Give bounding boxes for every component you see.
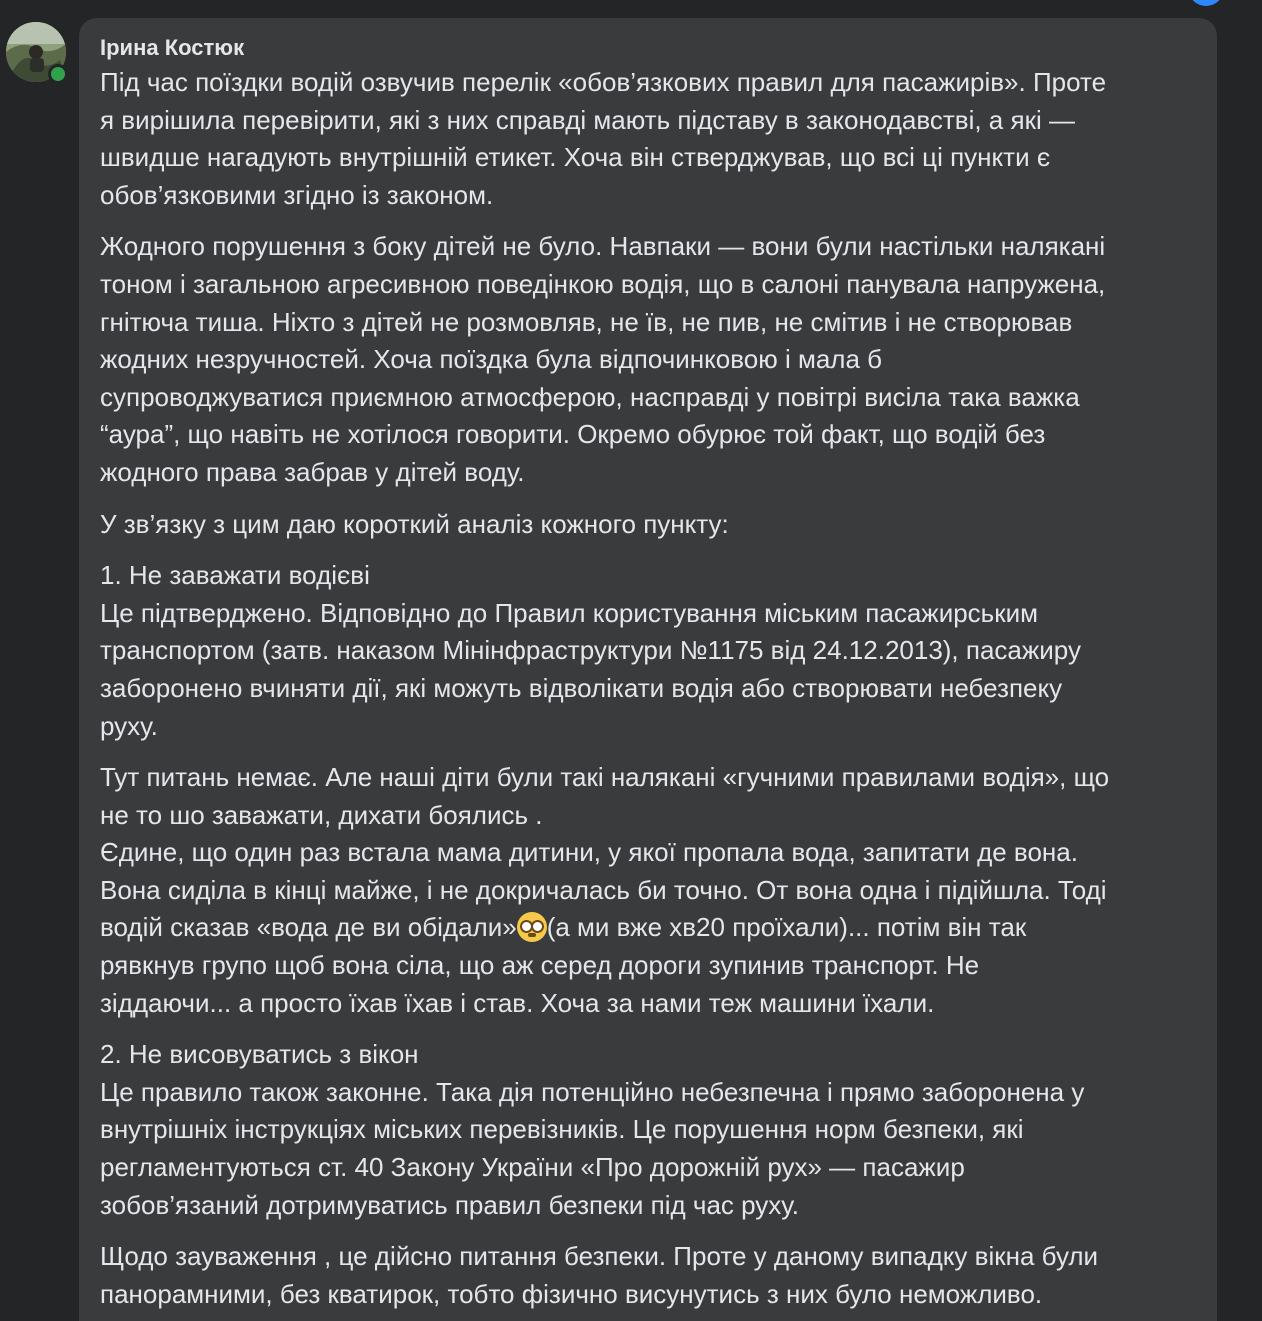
paragraph-5 bbox=[100, 759, 1200, 1022]
text-line: 2. Не висовуватись з вікон bbox=[100, 1039, 419, 1070]
text-line: У зв’язку з цим даю короткий аналіз кожного пункту: bbox=[100, 508, 729, 539]
text-line: жодного права забрав у дітей воду. bbox=[100, 456, 525, 487]
text-line: зобов’язаний дотримуватись правил безпеки під час руху. bbox=[100, 1189, 799, 1220]
text-segment: водій сказав «вода де ви обідали» bbox=[100, 912, 517, 943]
text-line: Це правило також законне. Така дія потенційно небезпечна і прямо заборонена у bbox=[100, 1076, 1085, 1107]
text-line: регламентуються ст. 40 Закону України «Про дорожній рух» — пасажир bbox=[100, 1152, 965, 1183]
text-line: швидше нагадують внутрішній етикет. Хоча він стверджував, що всі ці пункти є bbox=[100, 142, 1051, 173]
paragraph-3 bbox=[100, 506, 1200, 544]
text-line: Під час поїздки водій озвучив перелік «обов’язкових правил для пасажирів». Проте bbox=[100, 67, 1107, 97]
text-line: “аура”, що навіть не хотілося говорити. Окремо обурює той факт, що водій без bbox=[100, 419, 1046, 450]
text-line: транспортом (затв. наказом Мінінфраструктури №1175 від 24.12.2013), пасажиру bbox=[100, 635, 1081, 666]
paragraph-4 bbox=[100, 557, 1200, 745]
flushed-face-emoji-icon bbox=[517, 912, 547, 942]
comment-body bbox=[100, 64, 1200, 1321]
text-line: Це підтверджено. Відповідно до Правил користування міським пасажирським bbox=[100, 597, 1039, 628]
text-line: тоном і загальною агресивною поведінкою водія, що в салоні панувала напружена, bbox=[100, 268, 1106, 299]
text-line: 1. Не заважати водієві bbox=[100, 560, 370, 591]
text-segment: (а ми вже хв20 проїхали)... потім він так bbox=[546, 912, 1027, 943]
text-line: зіддаючи... а просто їхав їхав і став. Хоча за нами теж машини їхали. bbox=[100, 987, 935, 1018]
text-line: внутрішніх інструкціях міських перевізників. Це порушення норм безпеки, які bbox=[100, 1114, 1024, 1145]
text-line: жодних незручностей. Хоча поїздка була відпочинковою і мала б bbox=[100, 344, 883, 375]
text-line: обов’язковими згідно із законом. bbox=[100, 179, 494, 210]
text-line: Жодного порушення з боку дітей не було. Навпаки — вони були настільки налякані bbox=[100, 231, 1106, 262]
paragraph-7 bbox=[100, 1238, 1200, 1313]
text-line-with-emoji bbox=[100, 909, 1200, 947]
text-line: Єдине, що один раз встала мама дитини, у якої пропала вода, запитати де вона. bbox=[100, 837, 1078, 868]
text-line: Тут питань немає. Але наші діти були такі налякані «гучними правилами водія», що bbox=[100, 762, 1110, 793]
text-line: супроводжуватися приємною атмосферою, насправді у повітрі висіла така важка bbox=[100, 381, 1080, 412]
text-line: панорамними, без кватирок, тобто фізично висунутись з них було неможливо. bbox=[100, 1278, 1043, 1309]
paragraph-2 bbox=[100, 228, 1200, 491]
paragraph-1 bbox=[100, 64, 1200, 214]
comment-author[interactable]: Ірина Костюк bbox=[100, 35, 245, 60]
text-line: Щодо зауваження , це дійсно питання безпеки. Проте у даному випадку вікна були bbox=[100, 1241, 1099, 1272]
text-line: руху. bbox=[100, 710, 158, 741]
text-line: я вирішила перевірити, які з них справді мають підставу в законодавстві, а які — bbox=[100, 104, 1075, 135]
text-line: Вона сиділа в кінці майже, і не докричалась би точно. От вона одна і підійшла. Тоді bbox=[100, 874, 1107, 905]
paragraph-6 bbox=[100, 1036, 1200, 1224]
text-line: гнітюча тиша. Ніхто з дітей не розмовляв, не їв, не пив, не смітив і не створював bbox=[100, 306, 1073, 337]
blue-badge-icon bbox=[1188, 0, 1224, 6]
text-line: рявкнув групо щоб вона сіла, що аж серед дороги зупинив транспорт. Не bbox=[100, 950, 980, 981]
online-status-icon bbox=[48, 64, 68, 84]
text-line: заборонено вчиняти дії, які можуть відволікати водія або створювати небезпеку bbox=[100, 672, 1063, 703]
text-line: не то шо заважати, дихати боялись . bbox=[100, 799, 543, 830]
